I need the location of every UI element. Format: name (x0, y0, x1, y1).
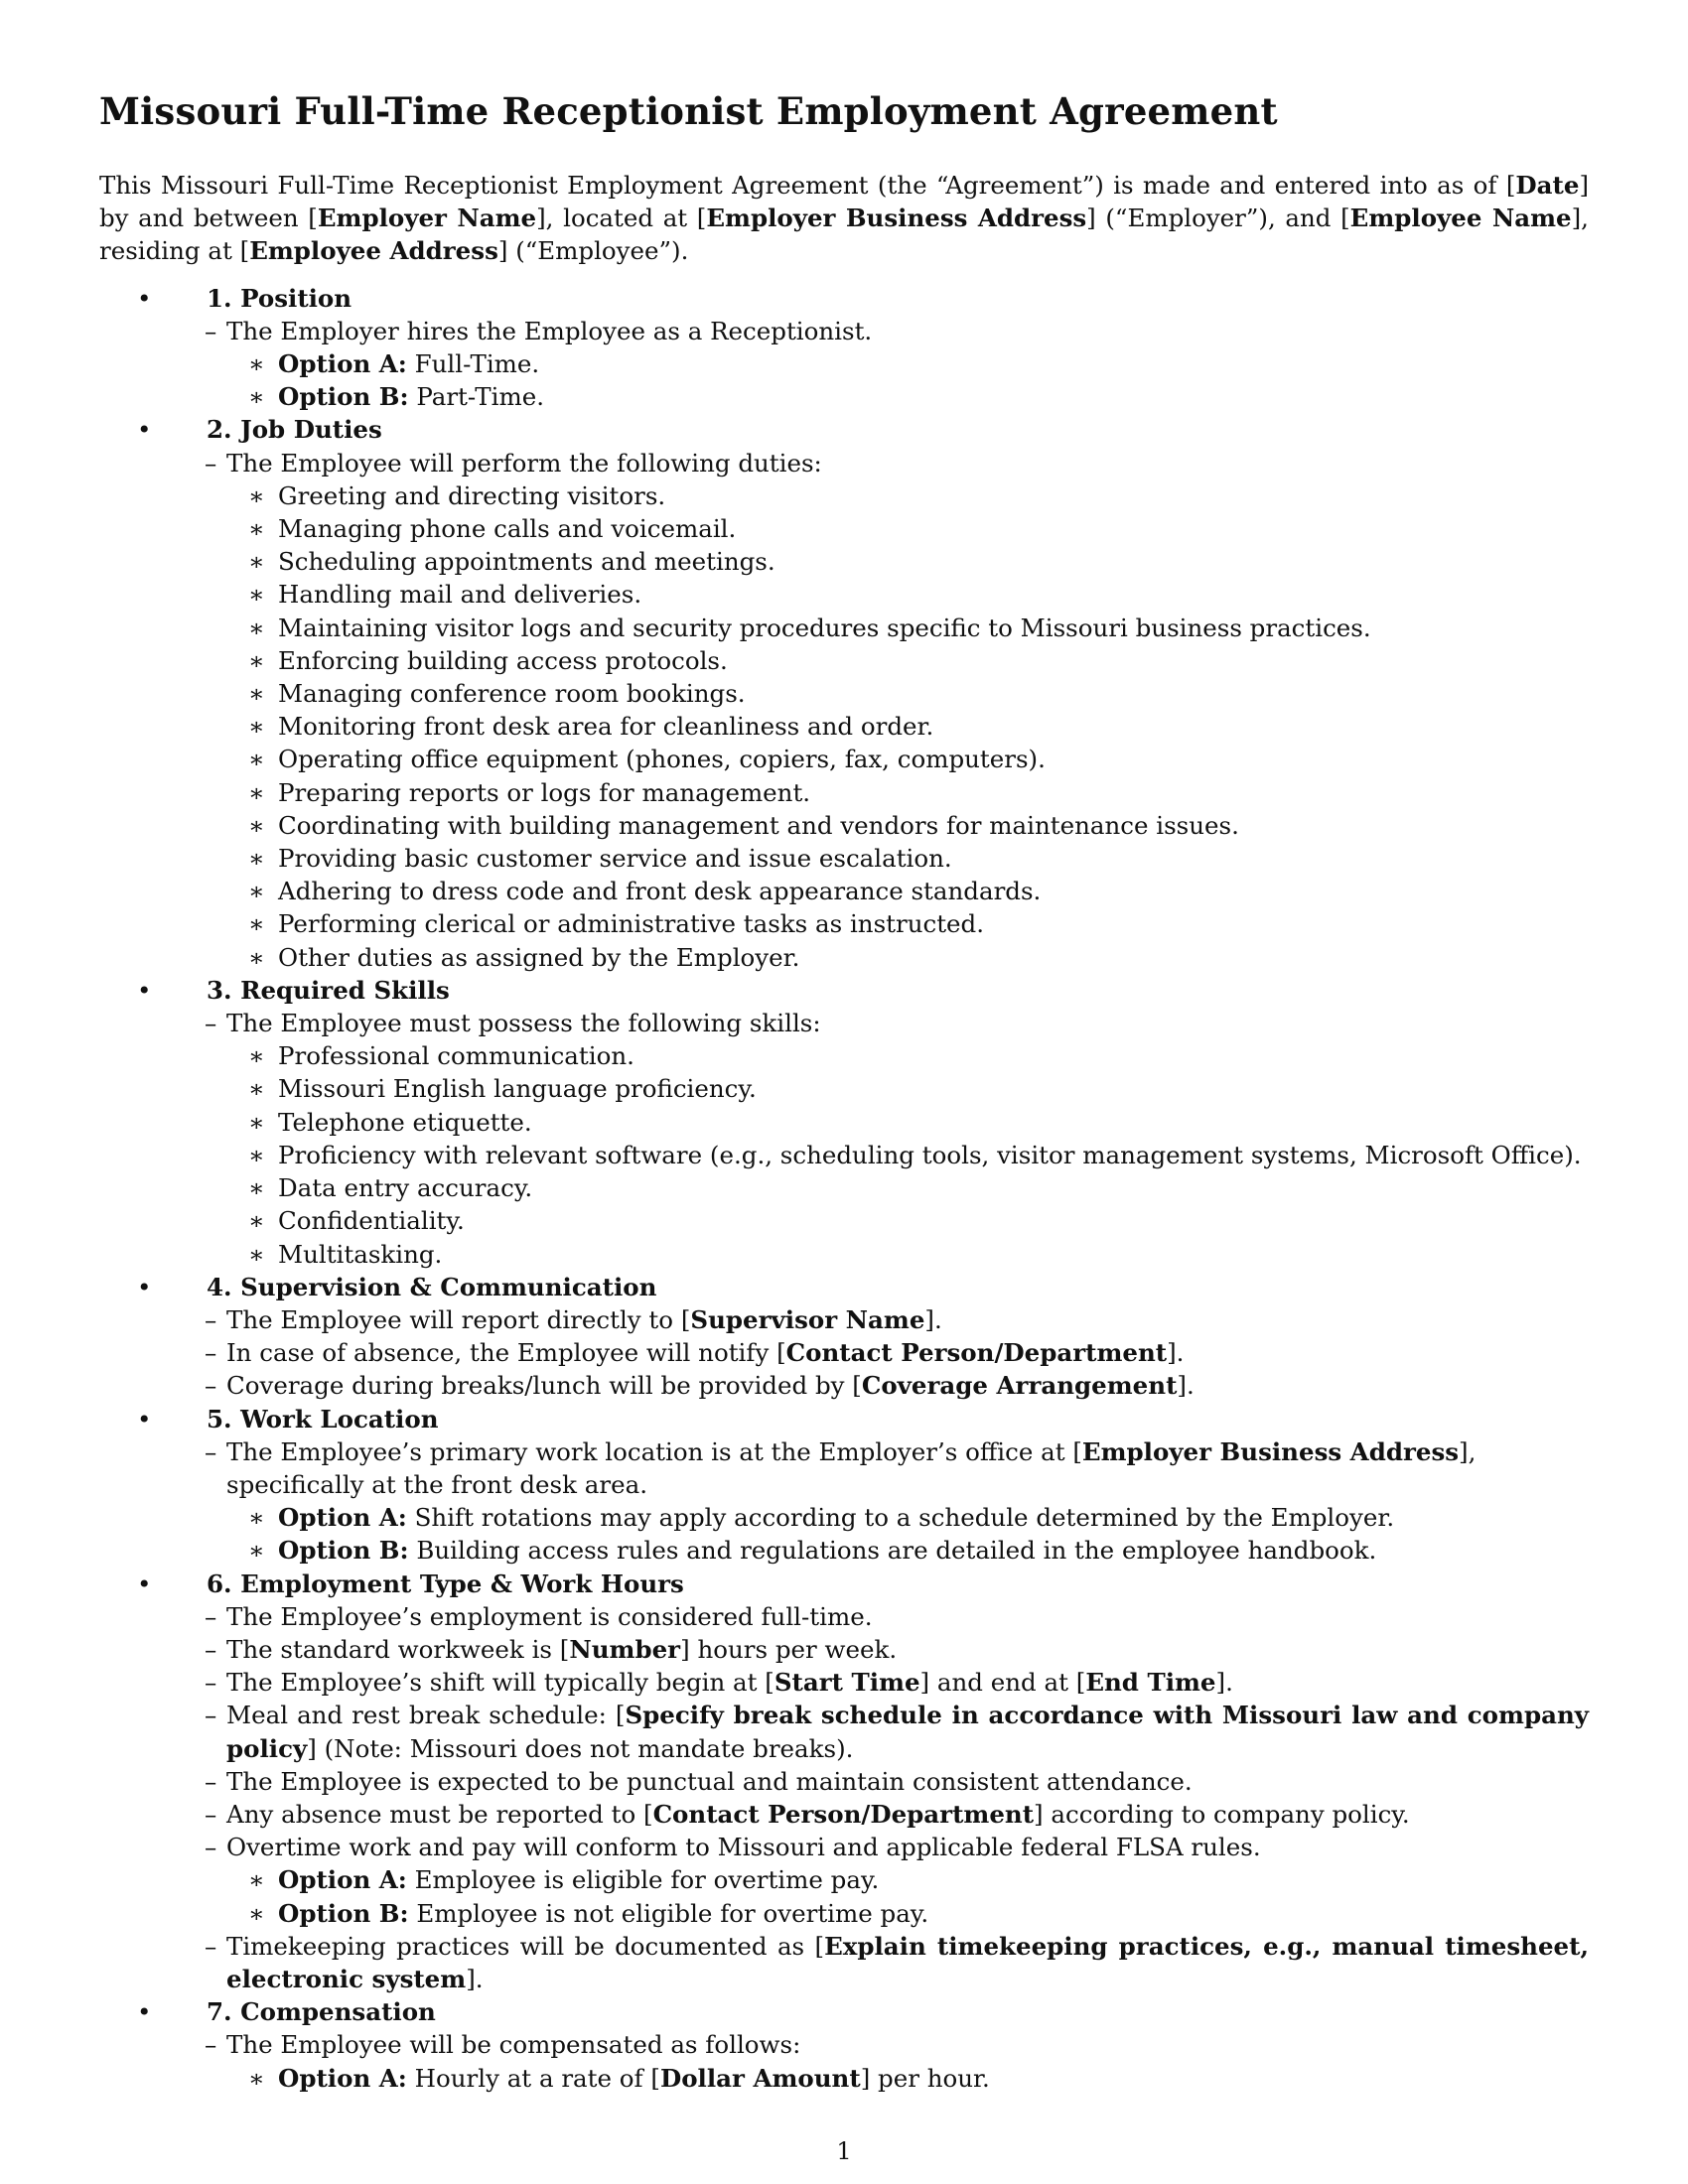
subclause-item (226, 677, 1589, 710)
section-heading: • 2. Job Duties (207, 413, 1589, 446)
bold-text: Dollar Amount (659, 2063, 861, 2093)
text-run: Full-Time. (406, 349, 540, 379)
bold-text: Option B: (278, 1898, 409, 1928)
bold-text: Explain timekeeping practices, e.g., manual timesheet, electronic system (226, 1931, 1589, 1993)
section-heading: • 4. Supervision & Communication (207, 1271, 1589, 1303)
subclause-list (226, 2062, 1589, 2095)
clause-item (207, 1930, 1589, 1995)
clause-list (207, 1303, 1589, 1403)
clause-item (207, 1336, 1589, 1369)
clause-item (207, 1369, 1589, 1402)
text-run: The Employee will be compensated as follows: (226, 2030, 801, 2060)
text-run: Handling mail and deliveries. (278, 580, 642, 610)
clause-text (226, 1369, 1589, 1402)
clause-text (226, 1303, 1589, 1336)
clause-item (207, 1435, 1589, 1568)
section-item (99, 974, 1589, 1271)
section-item (99, 1995, 1589, 2095)
subclause-item (226, 1863, 1589, 1896)
bold-text: Contact Person/Department (785, 1338, 1168, 1368)
clause-list (207, 315, 1589, 414)
text-run: The Employee is expected to be punctual and maintain consistent attendance. (226, 1766, 1193, 1796)
text-run: Adhering to dress code and front desk appearance standards. (278, 877, 1042, 906)
clause-text (226, 1765, 1589, 1798)
bold-text: Option A: (278, 349, 407, 379)
text-run: ] hours per week. (680, 1634, 898, 1664)
clause-item (207, 447, 1589, 974)
text-run: Employee is eligible for overtime pay. (406, 1865, 880, 1895)
text-run: Confidentiality. (278, 1206, 465, 1236)
clause-list (207, 2028, 1589, 2094)
clause-item (207, 315, 1589, 414)
clause-item (207, 1831, 1589, 1930)
subclause-item (226, 1139, 1589, 1171)
subclause-item (226, 380, 1589, 413)
bold-text: End Time (1085, 1668, 1216, 1698)
clause-text (226, 1798, 1589, 1831)
bold-text: Supervisor Name (690, 1304, 925, 1334)
clause-text (226, 1831, 1589, 1863)
text-run: Timekeeping practices will be documented as [ (226, 1931, 825, 1961)
page-number: 1 (836, 2137, 852, 2165)
clause-item (207, 1765, 1589, 1798)
subclause-item (226, 1072, 1589, 1105)
text-run: Data entry accuracy. (278, 1173, 533, 1203)
subclause-item (226, 644, 1589, 677)
text-run: The Employee must possess the following skills: (226, 1009, 821, 1038)
text-run: Preparing reports or logs for management. (278, 777, 811, 807)
text-run: Managing conference room bookings. (278, 679, 746, 709)
clause-text (226, 1336, 1589, 1369)
section-item (99, 282, 1589, 414)
clause-text (226, 2028, 1589, 2061)
section-item (99, 1568, 1589, 1996)
subclause-item (226, 1039, 1589, 1072)
text-run: The Employer hires the Employee as a Receptionist. (226, 316, 873, 345)
text-run: ] (“Employee”). (497, 236, 689, 266)
text-run: This Missouri Full-Time Receptionist Employment Agreement (the “Agreement”) is made and entered into as of [ (99, 171, 1516, 200)
text-run: Telephone etiquette. (278, 1107, 532, 1137)
text-run: ] according to company policy. (1034, 1799, 1410, 1829)
text-run: ] (“Employer”), and [ (1086, 204, 1350, 233)
text-run: Performing clerical or administrative tasks as instructed. (278, 909, 985, 939)
text-run: ] by and between [ (99, 171, 1589, 233)
section-item (99, 1271, 1589, 1403)
subclause-item (226, 776, 1589, 809)
clause-list (207, 447, 1589, 974)
section-heading: • 1. Position (207, 282, 1589, 315)
clause-text (226, 315, 1589, 347)
bold-text: Employer Business Address (1081, 1436, 1460, 1466)
bold-text: Option A: (278, 1503, 407, 1533)
subclause-item (226, 2062, 1589, 2095)
text-run: ]. (924, 1304, 942, 1334)
bold-text: Start Time (774, 1668, 920, 1698)
clause-text (226, 1633, 1589, 1666)
subclause-item (226, 1897, 1589, 1930)
clause-text (226, 447, 1589, 479)
text-run: Missouri English language proficiency. (278, 1074, 757, 1104)
text-run: Hourly at a rate of [ (406, 2063, 660, 2093)
bold-text: Employer Name (317, 204, 537, 233)
subclause-item (226, 1204, 1589, 1237)
text-run: ]. (1167, 1338, 1185, 1368)
text-run: The standard workweek is [ (226, 1634, 570, 1664)
bold-text: Employer Business Address (706, 204, 1087, 233)
subclause-item (226, 1238, 1589, 1271)
bold-text: Coverage Arrangement (861, 1371, 1178, 1401)
subclause-item (226, 545, 1589, 578)
clause-item (207, 1798, 1589, 1831)
text-run: ] per hour. (860, 2063, 990, 2093)
clause-list (207, 1600, 1589, 1995)
section-item (99, 413, 1589, 973)
text-run: ], located at [ (536, 204, 707, 233)
text-run: Overtime work and pay will conform to Missouri and applicable federal FLSA rules. (226, 1833, 1261, 1862)
section-item (99, 1403, 1589, 1568)
text-run: Employee is not eligible for overtime pay. (408, 1898, 929, 1928)
bold-text: Employee Address (249, 236, 498, 266)
text-run: ]. (1177, 1371, 1195, 1401)
bold-text: Option A: (278, 1865, 407, 1895)
subclause-item (226, 479, 1589, 512)
text-run: Operating office equipment (phones, copiers, fax, computers). (278, 745, 1046, 774)
text-run: ] (Note: Missouri does not mandate breaks). (307, 1733, 854, 1763)
clause-text (226, 1007, 1589, 1039)
clause-item (207, 1007, 1589, 1271)
text-run: Proficiency with relevant software (e.g., scheduling tools, visitor management systems, Microsoft Office). (278, 1140, 1582, 1169)
text-run: The Employee’s shift will typically begin at [ (226, 1668, 774, 1698)
text-run: Monitoring front desk area for cleanliness and order. (278, 712, 934, 742)
section-heading: • 7. Compensation (207, 1995, 1589, 2028)
text-run: Coordinating with building management and vendors for maintenance issues. (278, 810, 1239, 840)
text-run: Meal and rest break schedule: [ (226, 1701, 626, 1730)
text-run: The Employee will report directly to [ (226, 1304, 691, 1334)
subclause-item (226, 612, 1589, 644)
bold-text: Option B: (278, 1536, 409, 1566)
subclause-list (226, 479, 1589, 974)
clause-item (207, 1600, 1589, 1633)
subclause-item (226, 842, 1589, 875)
bold-text: Employee Name (1349, 204, 1572, 233)
subclause-item (226, 512, 1589, 545)
text-run: Maintaining visitor logs and security procedures specific to Missouri business practices. (278, 613, 1371, 642)
subclause-item (226, 1534, 1589, 1567)
subclause-item (226, 347, 1589, 380)
text-run: The Employee’s employment is considered full-time. (226, 1601, 873, 1631)
clause-item (207, 1303, 1589, 1336)
section-heading: • 6. Employment Type & Work Hours (207, 1568, 1589, 1600)
clause-list (207, 1435, 1589, 1568)
bold-text: Contact Person/Department (652, 1799, 1035, 1829)
subclause-list (226, 1039, 1589, 1270)
subclause-item (226, 710, 1589, 743)
bold-text: Option B: (278, 382, 409, 412)
text-run: ] and end at [ (919, 1668, 1086, 1698)
subclause-list (226, 1863, 1589, 1929)
text-run: Greeting and directing visitors. (278, 480, 666, 510)
clause-text (226, 1930, 1589, 1995)
document-title: Missouri Full-Time Receptionist Employment Agreement (99, 89, 1278, 133)
clause-item (207, 1633, 1589, 1666)
text-run: Multitasking. (278, 1239, 443, 1269)
bold-text: Specify break schedule in accordance with Missouri law and company policy (226, 1701, 1589, 1763)
subclause-item (226, 907, 1589, 940)
text-run: ], specifically at the front desk area. (226, 1436, 1477, 1499)
clause-text (226, 1600, 1589, 1633)
subclause-item (226, 875, 1589, 907)
text-run: Other duties as assigned by the Employer. (278, 942, 800, 972)
subclause-list (226, 1501, 1589, 1567)
text-run: In case of absence, the Employee will notify [ (226, 1338, 786, 1368)
text-run: The Employee’s primary work location is at the Employer’s office at [ (226, 1436, 1082, 1466)
clause-text (226, 1435, 1589, 1501)
text-run: Providing basic customer service and issue escalation. (278, 844, 952, 874)
subclause-item (226, 1501, 1589, 1534)
section-list (99, 282, 1589, 2095)
text-run: Any absence must be reported to [ (226, 1799, 653, 1829)
section-heading: • 5. Work Location (207, 1403, 1589, 1435)
document-page (99, 87, 1589, 2095)
text-run: ]. (466, 1964, 484, 1993)
clause-list (207, 1007, 1589, 1271)
subclause-item (226, 809, 1589, 842)
bold-text: Date (1515, 171, 1580, 200)
clause-text (226, 1666, 1589, 1699)
subclause-item (226, 1171, 1589, 1204)
section-heading: • 3. Required Skills (207, 974, 1589, 1007)
text-run: Professional communication. (278, 1041, 634, 1071)
text-run: Part-Time. (408, 382, 544, 412)
subclause-list (226, 347, 1589, 413)
clause-text (226, 1699, 1589, 1764)
clause-item (207, 1666, 1589, 1699)
text-run: Building access rules and regulations are detailed in the employee handbook. (408, 1536, 1377, 1566)
text-run: The Employee will perform the following duties: (226, 448, 822, 478)
clause-item (207, 1699, 1589, 1764)
text-run: Scheduling appointments and meetings. (278, 547, 775, 577)
bold-text: Number (569, 1634, 681, 1664)
bold-text: Option A: (278, 2063, 407, 2093)
text-run: Managing phone calls and voicemail. (278, 514, 737, 544)
subclause-item (226, 1106, 1589, 1139)
text-run: Enforcing building access protocols. (278, 645, 728, 675)
text-run: ], residing at [ (99, 204, 1589, 266)
subclause-item (226, 578, 1589, 611)
text-run: Shift rotations may apply according to a schedule determined by the Employer. (406, 1503, 1395, 1533)
intro-paragraph (99, 169, 1589, 268)
text-run: ]. (1215, 1668, 1233, 1698)
text-run: Coverage during breaks/lunch will be provided by [ (226, 1371, 862, 1401)
subclause-item (226, 941, 1589, 974)
subclause-item (226, 743, 1589, 775)
clause-item (207, 2028, 1589, 2094)
